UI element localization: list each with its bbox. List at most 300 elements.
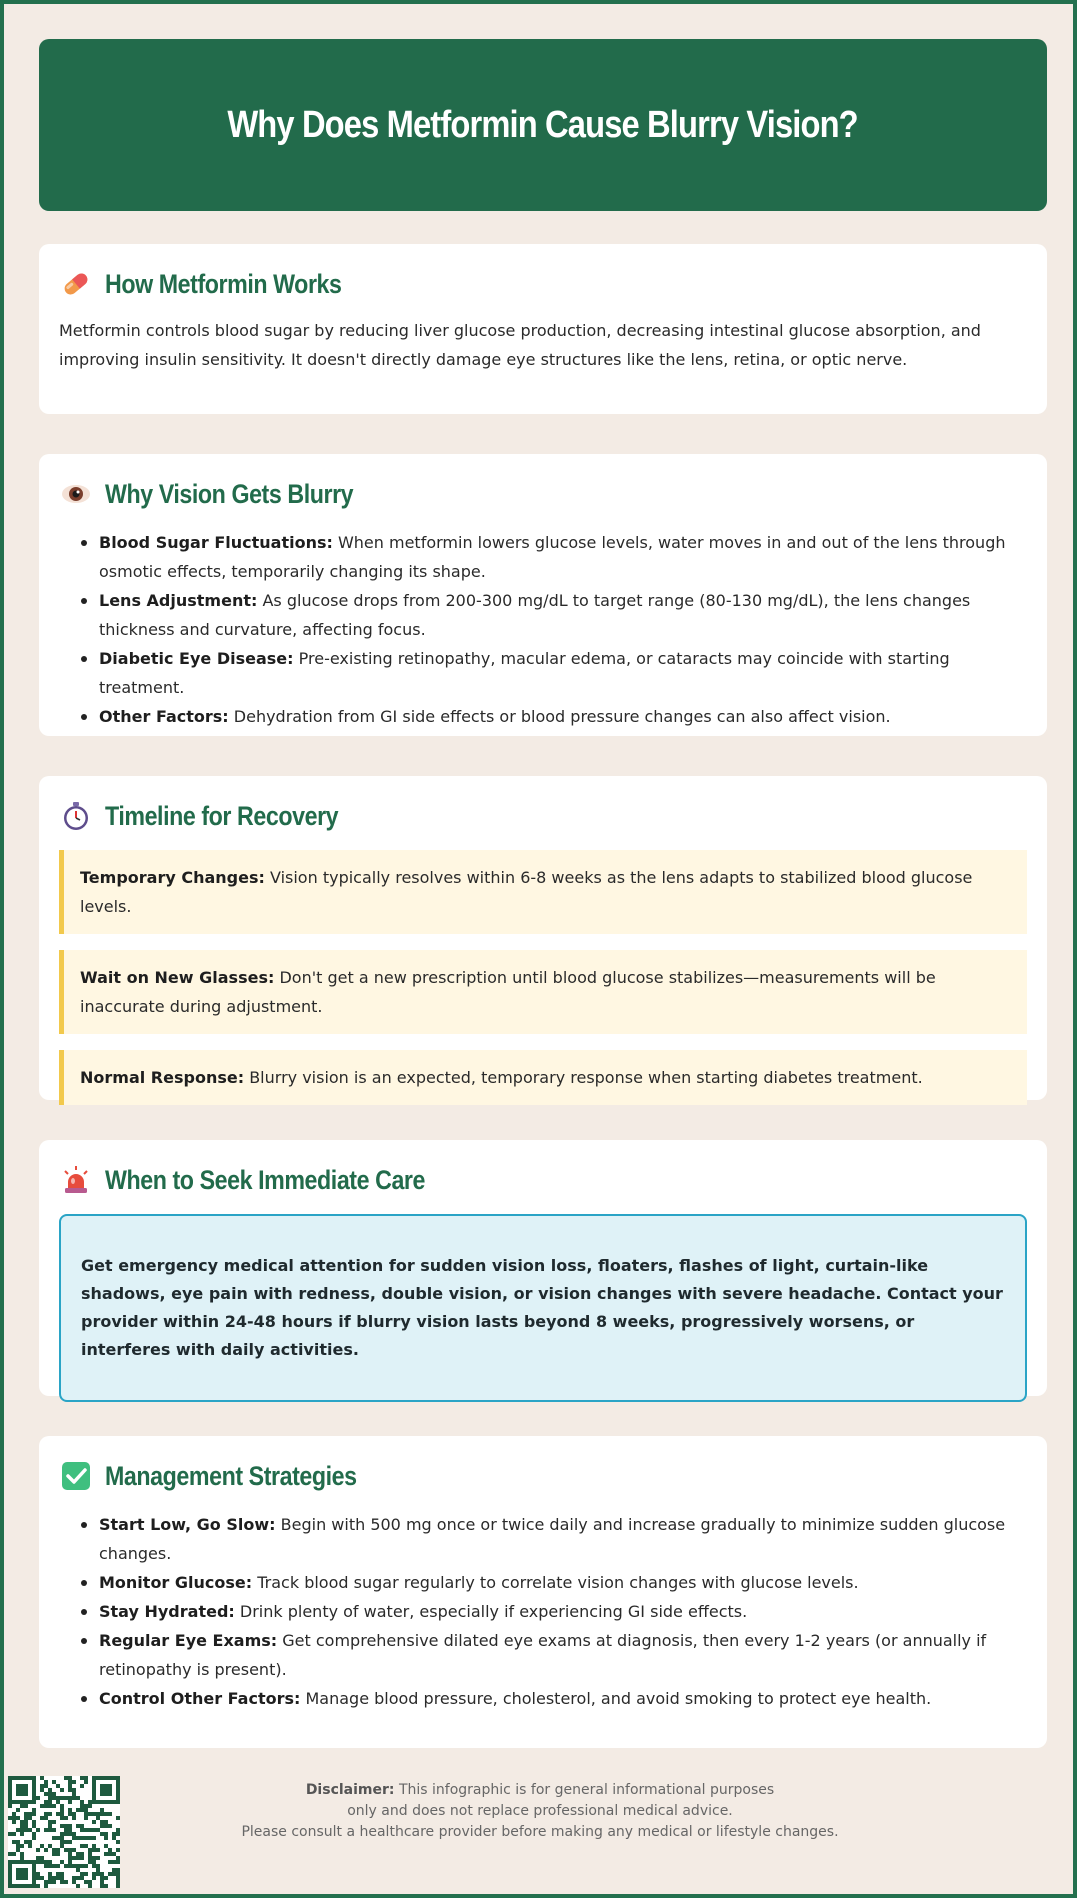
qr-module	[84, 1880, 88, 1884]
qr-module	[44, 1800, 48, 1804]
qr-module	[56, 1784, 60, 1788]
qr-module	[116, 1832, 120, 1836]
qr-module	[80, 1852, 84, 1856]
item-label: Regular Eye Exams:	[99, 1631, 278, 1650]
qr-module	[96, 1864, 100, 1868]
section-body: Metformin controls blood sugar by reducing liver glucose production, decreasing intestinal glucose absorption, and improving insulin sensitivity. It doesn't directly damage eye structures like the lens, retina, or optic nerve.	[59, 321, 981, 369]
qr-module	[36, 1860, 40, 1864]
qr-module	[92, 1836, 96, 1840]
qr-module	[104, 1824, 108, 1828]
disclaimer	[140, 1780, 940, 1843]
qr-module	[92, 1848, 96, 1852]
qr-module	[24, 1876, 28, 1880]
qr-module	[32, 1796, 36, 1800]
qr-module	[32, 1860, 36, 1864]
qr-module	[48, 1804, 52, 1808]
qr-module	[84, 1864, 88, 1868]
qr-module	[32, 1864, 36, 1868]
qr-module	[32, 1780, 36, 1784]
qr-module	[100, 1776, 104, 1780]
qr-module	[16, 1784, 20, 1788]
timeline-item	[59, 1050, 1027, 1105]
qr-module	[84, 1804, 88, 1808]
qr-module	[80, 1804, 84, 1808]
qr-module	[24, 1840, 28, 1844]
qr-module	[20, 1792, 24, 1796]
qr-module	[32, 1868, 36, 1872]
qr-module	[8, 1784, 12, 1788]
qr-module	[72, 1864, 76, 1868]
list-item	[59, 528, 1027, 586]
qr-module	[56, 1836, 60, 1840]
section-heading: Management Strategies	[105, 1460, 357, 1491]
qr-module	[24, 1804, 28, 1808]
qr-module	[108, 1852, 112, 1856]
qr-module	[20, 1876, 24, 1880]
qr-module	[76, 1884, 80, 1888]
qr-module	[20, 1788, 24, 1792]
qr-module	[68, 1788, 72, 1792]
qr-module	[48, 1880, 52, 1884]
qr-module	[52, 1876, 56, 1880]
qr-module	[16, 1828, 20, 1832]
qr-module	[100, 1788, 104, 1792]
item-label: Stay Hydrated:	[99, 1602, 235, 1621]
qr-module	[20, 1828, 24, 1832]
pill-icon	[59, 267, 93, 301]
qr-module	[116, 1868, 120, 1872]
qr-module	[12, 1860, 16, 1864]
qr-module	[108, 1848, 112, 1852]
qr-module	[68, 1864, 72, 1868]
qr-module	[100, 1812, 104, 1816]
qr-module	[72, 1836, 76, 1840]
qr-module	[8, 1804, 12, 1808]
qr-module	[36, 1876, 40, 1880]
qr-module	[116, 1828, 120, 1832]
qr-module	[60, 1844, 64, 1848]
qr-module	[108, 1776, 112, 1780]
item-text: Vision typically resolves within 6-8 weeks as the lens adapts to stabilized blood glucose levels.	[80, 868, 973, 916]
qr-module	[60, 1840, 64, 1844]
qr-module	[80, 1784, 84, 1788]
qr-module	[68, 1828, 72, 1832]
qr-module	[8, 1832, 12, 1836]
qr-module	[48, 1788, 52, 1792]
qr-module	[8, 1792, 12, 1796]
page-header	[39, 39, 1047, 211]
qr-module	[68, 1860, 72, 1864]
qr-module	[60, 1804, 64, 1808]
item-label: Wait on New Glasses:	[80, 968, 275, 987]
qr-module	[24, 1872, 28, 1876]
qr-module	[100, 1800, 104, 1804]
qr-module	[12, 1832, 16, 1836]
qr-module	[116, 1872, 120, 1876]
qr-module	[96, 1816, 100, 1820]
qr-module	[80, 1844, 84, 1848]
qr-module	[60, 1860, 64, 1864]
qr-module	[104, 1836, 108, 1840]
qr-module	[112, 1872, 116, 1876]
qr-module	[32, 1872, 36, 1876]
qr-module	[116, 1884, 120, 1888]
qr-module	[20, 1820, 24, 1824]
qr-module	[116, 1780, 120, 1784]
qr-module	[68, 1784, 72, 1788]
qr-module	[96, 1872, 100, 1876]
disclaimer-label: Disclaimer:	[305, 1782, 395, 1798]
qr-module	[68, 1848, 72, 1852]
qr-module	[28, 1812, 32, 1816]
qr-module	[44, 1828, 48, 1832]
qr-module	[48, 1824, 52, 1828]
qr-module	[100, 1784, 104, 1788]
qr-module	[64, 1880, 68, 1884]
qr-module	[16, 1808, 20, 1812]
qr-module	[28, 1800, 32, 1804]
qr-module	[16, 1868, 20, 1872]
qr-module	[32, 1800, 36, 1804]
qr-module	[28, 1844, 32, 1848]
section-header	[59, 1456, 1027, 1496]
qr-module	[68, 1856, 72, 1860]
qr-module	[108, 1824, 112, 1828]
qr-module	[28, 1884, 32, 1888]
qr-module	[80, 1808, 84, 1812]
qr-module	[20, 1868, 24, 1872]
disclaimer-line: This infographic is for general informational purposes	[398, 1782, 775, 1798]
qr-module	[44, 1884, 48, 1888]
qr-module	[72, 1880, 76, 1884]
qr-module	[44, 1812, 48, 1816]
item-label: Diabetic Eye Disease:	[99, 649, 294, 668]
qr-module	[88, 1848, 92, 1852]
qr-module	[20, 1804, 24, 1808]
qr-module	[72, 1780, 76, 1784]
qr-module	[84, 1844, 88, 1848]
qr-module	[16, 1840, 20, 1844]
qr-module	[52, 1796, 56, 1800]
qr-module	[104, 1788, 108, 1792]
section-seek-care	[39, 1140, 1047, 1396]
qr-module	[16, 1860, 20, 1864]
qr-module	[8, 1788, 12, 1792]
qr-module	[24, 1784, 28, 1788]
qr-module	[12, 1852, 16, 1856]
qr-module	[8, 1800, 12, 1804]
qr-code-icon[interactable]	[8, 1776, 120, 1888]
qr-module	[16, 1876, 20, 1880]
qr-module	[36, 1856, 40, 1860]
reasons-list	[59, 528, 1027, 731]
qr-module	[48, 1792, 52, 1796]
timeline-item	[59, 950, 1027, 1034]
qr-module	[76, 1876, 80, 1880]
qr-module	[32, 1876, 36, 1880]
qr-module	[52, 1864, 56, 1868]
qr-module	[12, 1776, 16, 1780]
qr-module	[112, 1800, 116, 1804]
qr-module	[36, 1884, 40, 1888]
qr-module	[8, 1780, 12, 1784]
qr-module	[112, 1836, 116, 1840]
qr-module	[92, 1792, 96, 1796]
qr-module	[32, 1808, 36, 1812]
qr-module	[116, 1792, 120, 1796]
qr-module	[116, 1816, 120, 1820]
qr-module	[60, 1812, 64, 1816]
qr-module	[24, 1812, 28, 1816]
qr-module	[52, 1820, 56, 1824]
qr-module	[64, 1824, 68, 1828]
qr-module	[40, 1844, 44, 1848]
item-text: Manage blood pressure, cholesterol, and avoid smoking to protect eye health.	[305, 1689, 932, 1708]
section-header	[59, 796, 1027, 836]
qr-module	[108, 1784, 112, 1788]
qr-module	[96, 1812, 100, 1816]
qr-module	[12, 1820, 16, 1824]
list-item	[59, 702, 1027, 731]
qr-module	[92, 1844, 96, 1848]
qr-module	[48, 1844, 52, 1848]
qr-module	[68, 1824, 72, 1828]
qr-module	[100, 1792, 104, 1796]
qr-module	[28, 1828, 32, 1832]
disclaimer-line: Please consult a healthcare provider before making any medical or lifestyle changes.	[241, 1824, 839, 1840]
qr-module	[100, 1872, 104, 1876]
qr-module	[72, 1832, 76, 1836]
qr-module	[92, 1800, 96, 1804]
qr-module	[52, 1792, 56, 1796]
item-text: When metformin lowers glucose levels, water moves in and out of the lens through osmotic effects, temporarily changing its shape.	[99, 533, 1006, 581]
strategies-list	[59, 1510, 1027, 1713]
qr-module	[16, 1800, 20, 1804]
qr-module	[84, 1812, 88, 1816]
qr-module	[52, 1852, 56, 1856]
item-label: Monitor Glucose:	[99, 1573, 253, 1592]
qr-module	[72, 1876, 76, 1880]
qr-module	[68, 1832, 72, 1836]
qr-module	[80, 1876, 84, 1880]
qr-module	[20, 1824, 24, 1828]
qr-module	[72, 1788, 76, 1792]
qr-module	[20, 1776, 24, 1780]
qr-module	[24, 1788, 28, 1792]
item-label: Control Other Factors:	[99, 1689, 301, 1708]
qr-module	[64, 1848, 68, 1852]
qr-module	[16, 1884, 20, 1888]
qr-module	[8, 1796, 12, 1800]
qr-module	[12, 1812, 16, 1816]
qr-module	[56, 1872, 60, 1876]
qr-module	[92, 1872, 96, 1876]
qr-module	[68, 1840, 72, 1844]
list-item	[59, 1684, 1027, 1713]
qr-module	[44, 1864, 48, 1868]
qr-module	[24, 1776, 28, 1780]
qr-module	[56, 1848, 60, 1852]
qr-module	[92, 1784, 96, 1788]
qr-module	[72, 1796, 76, 1800]
qr-module	[24, 1792, 28, 1796]
qr-module	[12, 1884, 16, 1888]
qr-module	[56, 1876, 60, 1880]
qr-module	[96, 1848, 100, 1852]
footer	[0, 1776, 1077, 1886]
qr-module	[108, 1788, 112, 1792]
qr-module	[8, 1868, 12, 1872]
qr-module	[76, 1836, 80, 1840]
qr-module	[72, 1812, 76, 1816]
qr-module	[100, 1876, 104, 1880]
qr-module	[76, 1796, 80, 1800]
qr-module	[84, 1776, 88, 1780]
qr-module	[64, 1840, 68, 1844]
qr-module	[80, 1864, 84, 1868]
qr-module	[76, 1864, 80, 1868]
item-text: As glucose drops from 200-300 mg/dL to target range (80-130 mg/dL), the lens changes thickness and curvature, affecting focus.	[99, 591, 971, 639]
qr-module	[112, 1868, 116, 1872]
qr-module	[92, 1856, 96, 1860]
qr-module	[112, 1832, 116, 1836]
qr-module	[104, 1832, 108, 1836]
qr-module	[60, 1824, 64, 1828]
qr-module	[32, 1812, 36, 1816]
qr-module	[20, 1832, 24, 1836]
qr-module	[52, 1848, 56, 1852]
qr-module	[32, 1788, 36, 1792]
qr-module	[60, 1836, 64, 1840]
qr-module	[32, 1784, 36, 1788]
qr-module	[24, 1816, 28, 1820]
qr-module	[60, 1808, 64, 1812]
qr-module	[116, 1848, 120, 1852]
qr-module	[92, 1788, 96, 1792]
qr-module	[104, 1876, 108, 1880]
qr-module	[100, 1808, 104, 1812]
qr-module	[64, 1816, 68, 1820]
qr-module	[64, 1864, 68, 1868]
qr-module	[96, 1868, 100, 1872]
qr-module	[8, 1872, 12, 1876]
qr-module	[20, 1852, 24, 1856]
qr-module	[44, 1848, 48, 1852]
qr-module	[32, 1880, 36, 1884]
qr-module	[8, 1816, 12, 1820]
qr-module	[112, 1776, 116, 1780]
qr-module	[92, 1812, 96, 1816]
qr-module	[116, 1784, 120, 1788]
qr-module	[80, 1824, 84, 1828]
qr-module	[60, 1788, 64, 1792]
qr-module	[48, 1812, 52, 1816]
qr-module	[8, 1880, 12, 1884]
qr-module	[80, 1776, 84, 1780]
qr-module	[108, 1872, 112, 1876]
qr-module	[88, 1828, 92, 1832]
item-label: Lens Adjustment:	[99, 591, 258, 610]
qr-module	[40, 1784, 44, 1788]
qr-module	[64, 1796, 68, 1800]
qr-module	[48, 1872, 52, 1876]
qr-module	[72, 1792, 76, 1796]
item-label: Blood Sugar Fluctuations:	[99, 533, 333, 552]
qr-module	[16, 1872, 20, 1876]
qr-module	[48, 1864, 52, 1868]
qr-module	[40, 1788, 44, 1792]
qr-module	[36, 1796, 40, 1800]
qr-module	[12, 1800, 16, 1804]
qr-module	[8, 1876, 12, 1880]
list-item	[59, 586, 1027, 644]
qr-module	[20, 1872, 24, 1876]
qr-module	[116, 1788, 120, 1792]
qr-module	[28, 1816, 32, 1820]
qr-module	[76, 1808, 80, 1812]
item-label: Start Low, Go Slow:	[99, 1515, 276, 1534]
qr-module	[16, 1792, 20, 1796]
section-heading: How Metformin Works	[105, 268, 342, 299]
item-label: Normal Response:	[80, 1068, 245, 1087]
qr-module	[104, 1844, 108, 1848]
qr-module	[44, 1784, 48, 1788]
qr-module	[92, 1864, 96, 1868]
qr-module	[8, 1852, 12, 1856]
qr-module	[8, 1864, 12, 1868]
qr-module	[68, 1776, 72, 1780]
item-text: Blurry vision is an expected, temporary response when starting diabetes treatment.	[249, 1068, 923, 1087]
qr-module	[8, 1776, 12, 1780]
qr-module	[56, 1800, 60, 1804]
qr-module	[100, 1884, 104, 1888]
qr-module	[28, 1840, 32, 1844]
qr-module	[84, 1808, 88, 1812]
qr-module	[104, 1812, 108, 1816]
item-label: Other Factors:	[99, 707, 229, 726]
qr-module	[8, 1860, 12, 1864]
qr-module	[104, 1792, 108, 1796]
qr-module	[8, 1884, 12, 1888]
qr-module	[84, 1828, 88, 1832]
check-box-icon	[59, 1459, 93, 1493]
qr-module	[32, 1792, 36, 1796]
qr-module	[76, 1856, 80, 1860]
section-timeline-recovery	[39, 776, 1047, 1100]
qr-module	[56, 1812, 60, 1816]
qr-module	[116, 1796, 120, 1800]
qr-module	[40, 1816, 44, 1820]
qr-module	[92, 1828, 96, 1832]
section-heading: Why Vision Gets Blurry	[105, 478, 354, 509]
qr-module	[16, 1776, 20, 1780]
qr-module	[32, 1824, 36, 1828]
qr-module	[76, 1824, 80, 1828]
qr-module	[88, 1804, 92, 1808]
qr-module	[60, 1880, 64, 1884]
section-heading: Timeline for Recovery	[105, 800, 339, 831]
qr-module	[64, 1828, 68, 1832]
qr-module	[92, 1780, 96, 1784]
qr-module	[20, 1784, 24, 1788]
qr-module	[68, 1852, 72, 1856]
qr-module	[24, 1828, 28, 1832]
qr-module	[60, 1832, 64, 1836]
disclaimer-line: only and does not replace professional medical advice.	[347, 1803, 733, 1819]
qr-module	[28, 1776, 32, 1780]
qr-module	[104, 1800, 108, 1804]
qr-module	[80, 1828, 84, 1832]
